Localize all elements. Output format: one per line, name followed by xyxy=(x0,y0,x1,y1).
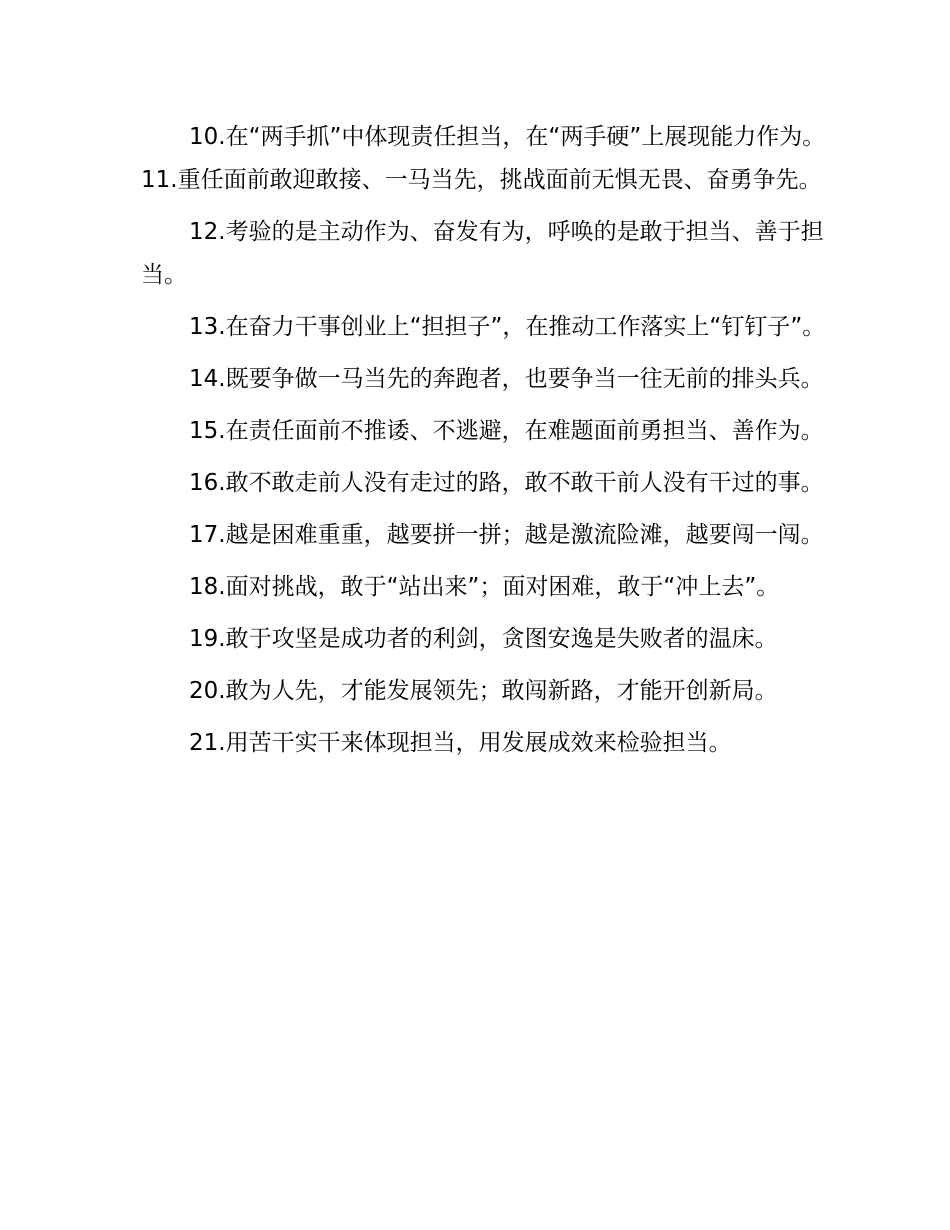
paragraph-19: 19.敢于攻坚是成功者的利剑，贪图安逸是失败者的温床。 xyxy=(189,626,778,652)
paragraph-16: 16.敢不敢走前人没有走过的路，敢不敢干前人没有干过的事。 xyxy=(189,470,824,496)
paragraph-10-11: 10.在“两手抓”中体现责任担当，在“两手硬”上展现能力作为。11.重任面前敢迎敢接、一马当先，挑战面前无惧无畏、奋勇争先。 xyxy=(141,124,826,193)
paragraph-12: 12.考验的是主动作为、奋发有为，呼唤的是敢于担当、善于担当。 xyxy=(141,219,824,288)
paragraph-15: 15.在责任面前不推诿、不逃避，在难题面前勇担当、善作为。 xyxy=(189,418,824,444)
paragraph-18: 18.面对挑战，敢于“站出来”；面对困难，敢于“冲上去”。 xyxy=(189,574,780,600)
paragraph-20: 20.敢为人先，才能发展领先；敢闯新路，才能开创新局。 xyxy=(189,678,778,704)
document-body xyxy=(141,116,831,774)
paragraph-17: 17.越是困难重重，越要拼一拼；越是激流险滩，越要闯一闯。 xyxy=(189,522,824,548)
paragraph-14: 14.既要争做一马当先的奔跑者，也要争当一往无前的排头兵。 xyxy=(189,366,824,392)
paragraph-21: 21.用苦干实干来体现担当，用发展成效来检验担当。 xyxy=(189,730,732,756)
paragraph-13: 13.在奋力干事创业上“担担子”，在推动工作落实上“钉钉子”。 xyxy=(189,314,826,340)
